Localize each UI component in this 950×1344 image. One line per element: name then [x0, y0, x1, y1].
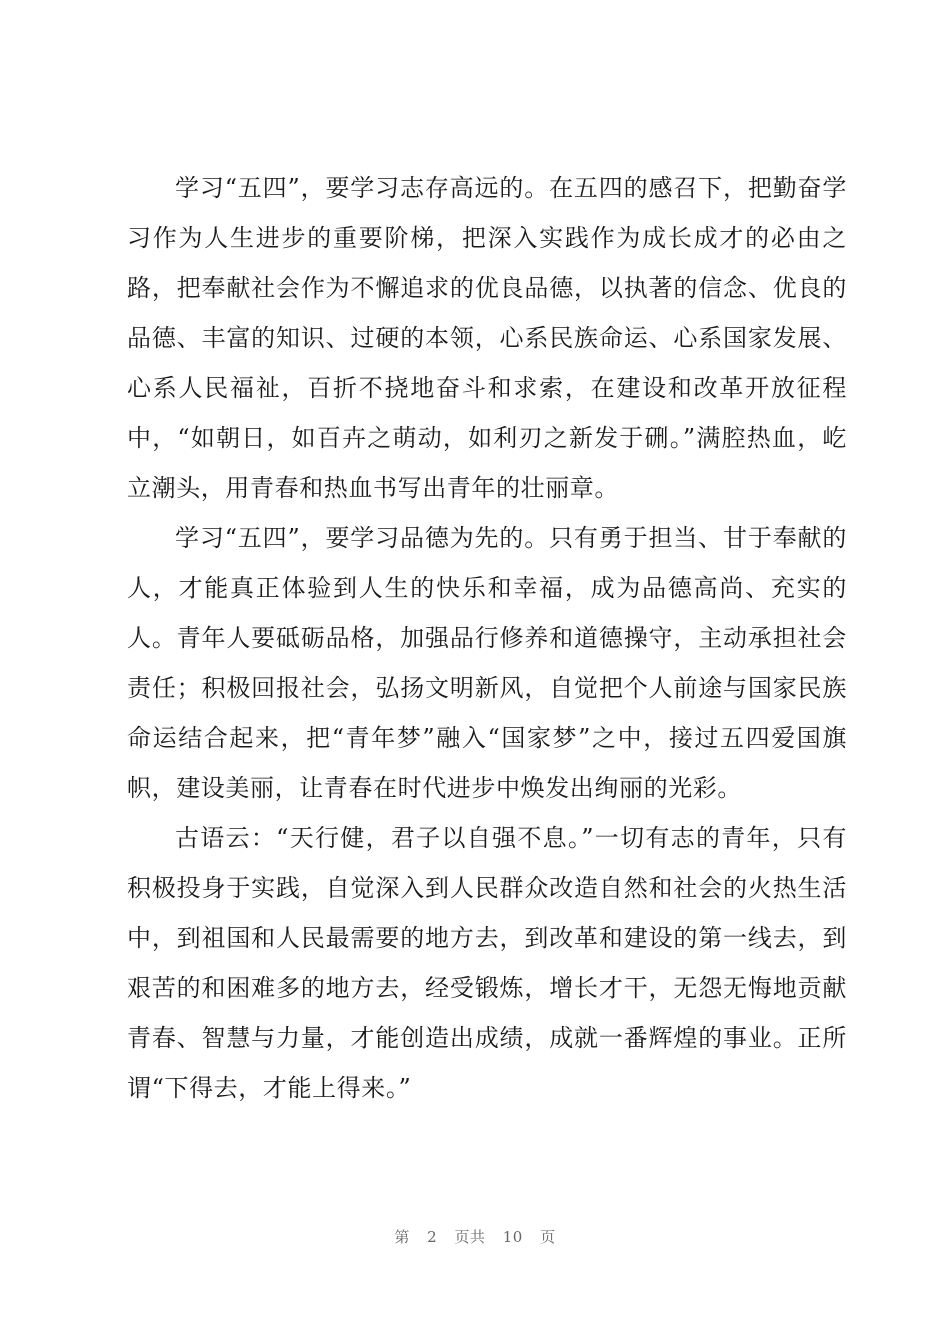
footer-prefix: 第	[394, 1228, 410, 1246]
page-footer	[0, 1226, 950, 1247]
footer-middle: 页共	[454, 1228, 486, 1246]
footer-total-pages: 10	[502, 1228, 523, 1246]
footer-page-number: 2	[427, 1228, 438, 1246]
document-body	[127, 163, 847, 1113]
paragraph-1: 学习“五四”，要学习志存高远的。在五四的感召下，把勤奋学习作为人生进步的重要阶梯，把深入实践作为成长成才的必由之路，把奉献社会作为不懈追求的优良品德，以执著的信念、优良的品德、丰富的知识、过硬的本领，心系民族命运、心系国家发展、心系人民福祉，百折不挠地奋斗和求索，在建设和改革开放征程中，“如朝日，如百卉之萌动，如利刃之新发于硎。”满腔热血，屹立潮头，用青春和热血书写出青年的壮丽章。	[127, 174, 847, 502]
paragraph-2: 学习“五四”，要学习品德为先的。只有勇于担当、甘于奉献的人，才能真正体验到人生的快乐和幸福，成为品德高尚、充实的人。青年人要砥砺品格，加强品行修养和道德操守，主动承担社会责任；积极回报社会，弘扬文明新风，自觉把个人前途与国家民族命运结合起来，把“青年梦”融入“国家梦”之中，接过五四爱国旗帜，建设美丽，让青春在时代进步中焕发出绚丽的光彩。	[127, 524, 847, 802]
footer-suffix: 页	[540, 1228, 556, 1246]
paragraph-3: 古语云：“天行健，君子以自强不息。”一切有志的青年，只有积极投身于实践，自觉深入到人民群众改造自然和社会的火热生活中，到祖国和人民最需要的地方去，到改革和建设的第一线去，到艰苦的和困难多的地方去，经受锻炼，增长才干，无怨无悔地贡献青春、智慧与力量，才能创造出成绩，成就一番辉煌的事业。正所谓“下得去，才能上得来。”	[127, 824, 847, 1102]
